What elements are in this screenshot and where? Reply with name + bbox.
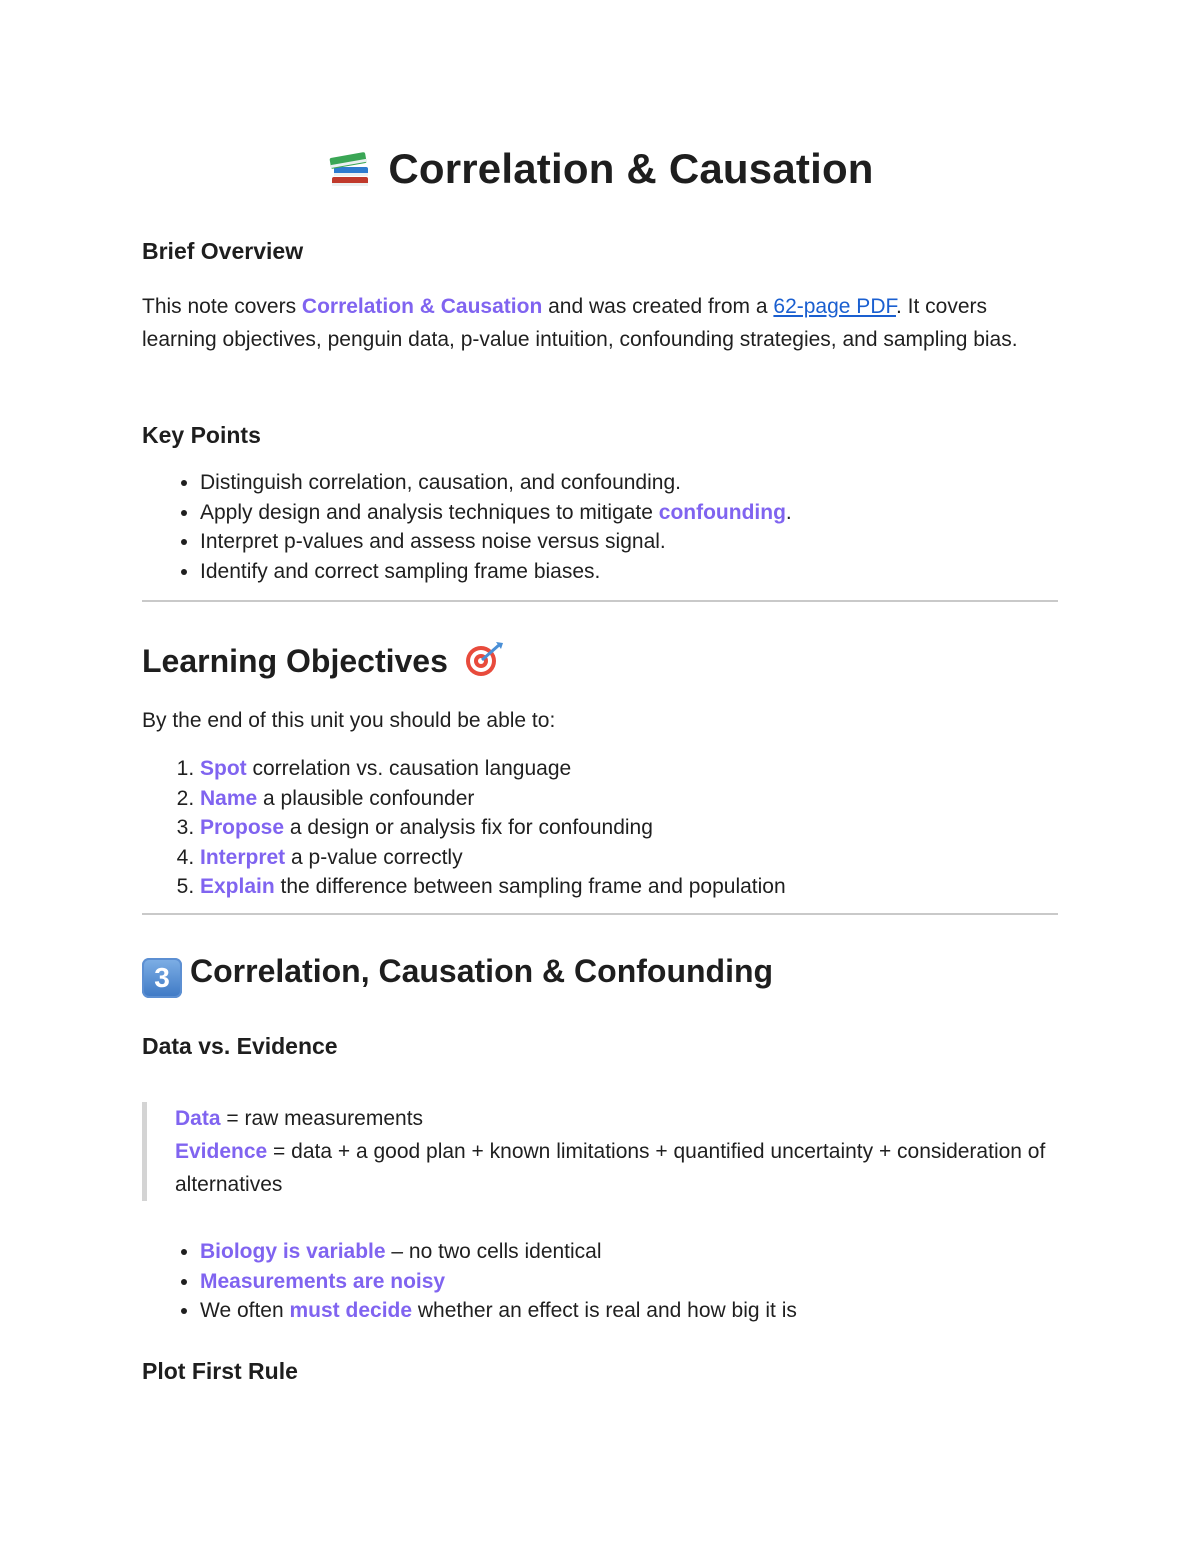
objectives-intro: By the end of this unit you should be able to: [142, 709, 556, 732]
overview-heading: Brief Overview [142, 238, 304, 264]
list-item [200, 1296, 797, 1326]
overview-text: . It covers learning objectives, penguin data, p-value intuition, confounding strategies, and sampling bias. [142, 295, 1018, 351]
item-text: whether an effect is real and how big it is [412, 1299, 797, 1322]
definition-text: = data + a good plan + known limitations + quantified uncertainty + consideration of alternatives [175, 1140, 1046, 1196]
key-points-heading: Key Points [142, 422, 261, 448]
item-text: correlation vs. causation language [246, 757, 572, 780]
item-text: a plausible confounder [257, 786, 475, 810]
overview-text: and was created from a [542, 295, 774, 318]
item-highlight: Biology is variable [200, 1240, 386, 1263]
page-title [142, 143, 1058, 193]
list-item [200, 784, 786, 814]
item-text: a design or analysis fix for confounding [284, 816, 653, 839]
list-item [200, 843, 786, 873]
list-item [200, 872, 786, 902]
number-three-badge-icon: 3 [142, 958, 182, 998]
list-item [200, 813, 786, 843]
item-text: a p-value correctly [285, 845, 463, 869]
list-item: • Distinguish correlation, causation, and confounding. [200, 468, 792, 498]
objectives-heading-text: Learning Objectives [142, 643, 448, 679]
data-vs-evidence-heading: Data vs. Evidence [142, 1033, 338, 1059]
item-text: – no two cells identical [385, 1240, 602, 1263]
item-highlight: must decide [289, 1299, 413, 1322]
item-text: We often [200, 1299, 290, 1322]
books-icon [326, 143, 374, 191]
item-highlight: Explain [200, 875, 275, 898]
section3-heading-text: Correlation, Causation & Confounding [190, 953, 774, 989]
definition-blockquote [142, 1102, 1055, 1201]
item-text: Apply design and analysis techniques to mitigate [200, 500, 659, 524]
item-highlight: Interpret [200, 845, 286, 869]
key-points-list [142, 468, 792, 586]
list-item [200, 1267, 797, 1297]
list-item: • Identify and correct sampling frame biases. [200, 557, 792, 587]
item-highlight: confounding [658, 500, 786, 524]
quote-line [175, 1102, 1055, 1135]
term-evidence: Evidence [175, 1140, 268, 1163]
overview-highlight: Correlation & Causation [301, 295, 543, 318]
item-highlight: Measurements are noisy [200, 1269, 446, 1293]
item-text: . [785, 500, 792, 524]
target-icon [463, 640, 505, 678]
item-text: the difference between sampling frame and population [274, 875, 786, 898]
overview-paragraph [142, 290, 1058, 356]
objectives-list [142, 754, 786, 902]
divider [142, 600, 1058, 602]
item-highlight: Propose [200, 816, 285, 839]
definition-text: = raw measurements [220, 1107, 424, 1130]
page-title-text: Correlation & Causation [388, 145, 874, 192]
term-data: Data [175, 1107, 221, 1130]
item-highlight: Spot [200, 757, 247, 780]
objectives-heading [142, 640, 505, 680]
list-item [200, 1237, 797, 1267]
list-item [200, 754, 786, 784]
plot-first-rule-heading: Plot First Rule [142, 1358, 298, 1384]
section3-heading [142, 953, 773, 998]
quote-line [175, 1135, 1055, 1201]
item-highlight: Name [200, 786, 258, 810]
overview-text: This note covers [142, 295, 302, 318]
list-item: • Interpret p-values and assess noise versus signal. [200, 527, 792, 557]
variability-list [142, 1237, 797, 1326]
divider [142, 913, 1058, 915]
list-item [200, 498, 792, 528]
pdf-link[interactable]: 62-page PDF [773, 295, 896, 318]
